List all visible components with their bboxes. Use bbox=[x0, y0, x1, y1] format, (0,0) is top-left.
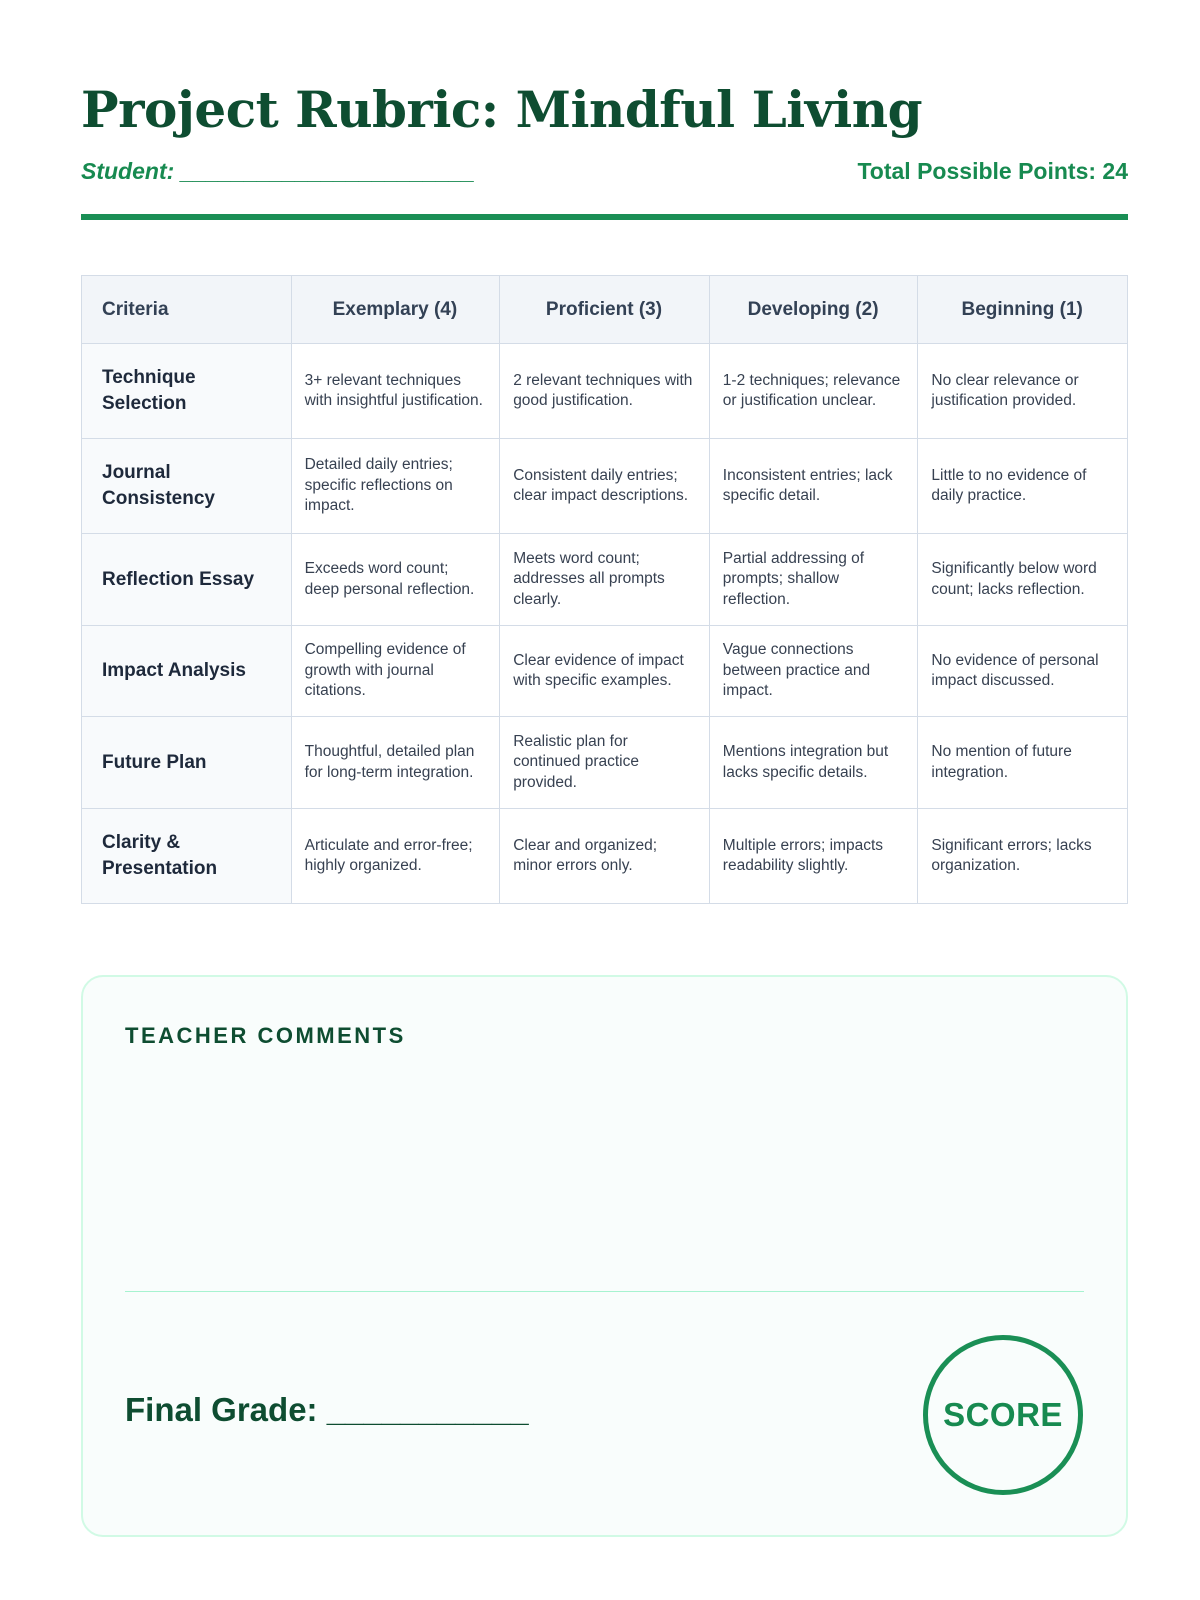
rubric-cell: Partial addressing of prompts; shallow reflection. bbox=[709, 534, 918, 626]
column-header-developing: Developing (2) bbox=[709, 276, 918, 344]
rubric-cell: No evidence of personal impact discussed. bbox=[918, 626, 1128, 717]
column-header-beginning: Beginning (1) bbox=[918, 276, 1128, 344]
rubric-cell: Significantly below word count; lacks reflection. bbox=[918, 534, 1128, 626]
rubric-cell: Meets word count; addresses all prompts clearly. bbox=[500, 534, 710, 626]
rubric-cell: Compelling evidence of growth with journal citations. bbox=[291, 626, 500, 717]
rubric-cell: 3+ relevant techniques with insightful justification. bbox=[291, 344, 500, 439]
rubric-row bbox=[82, 344, 1128, 439]
criteria-cell: Clarity & Presentation bbox=[82, 809, 292, 904]
rubric-cell: Thoughtful, detailed plan for long-term integration. bbox=[291, 717, 500, 809]
rubric-cell: Exceeds word count; deep personal reflection. bbox=[291, 534, 500, 626]
rubric-cell: 1-2 techniques; relevance or justification unclear. bbox=[709, 344, 918, 439]
rubric-cell: Realistic plan for continued practice provided. bbox=[500, 717, 710, 809]
criteria-cell: Impact Analysis bbox=[82, 626, 292, 717]
total-points: Total Possible Points: 24 bbox=[857, 158, 1128, 184]
column-header-criteria: Criteria bbox=[82, 276, 292, 344]
rubric-row bbox=[82, 717, 1128, 809]
criteria-cell: Reflection Essay bbox=[82, 534, 292, 626]
criteria-cell: Future Plan bbox=[82, 717, 292, 809]
criteria-cell: Technique Selection bbox=[82, 344, 292, 439]
header-divider bbox=[81, 214, 1128, 220]
page-title: Project Rubric: Mindful Living bbox=[81, 80, 923, 139]
rubric-cell: No mention of future integration. bbox=[918, 717, 1128, 809]
rubric-cell: Articulate and error-free; highly organized. bbox=[291, 809, 500, 904]
criteria-cell: Journal Consistency bbox=[82, 439, 292, 534]
rubric-row bbox=[82, 809, 1128, 904]
rubric-cell: 2 relevant techniques with good justification. bbox=[500, 344, 710, 439]
rubric-cell: Little to no evidence of daily practice. bbox=[918, 439, 1128, 534]
rubric-cell: Clear evidence of impact with specific examples. bbox=[500, 626, 710, 717]
rubric-table bbox=[81, 275, 1128, 904]
comments-divider bbox=[125, 1291, 1084, 1292]
rubric-cell: Consistent daily entries; clear impact descriptions. bbox=[500, 439, 710, 534]
column-header-exemplary: Exemplary (4) bbox=[291, 276, 500, 344]
column-header-proficient: Proficient (3) bbox=[500, 276, 710, 344]
student-name-line: Student: _______________________ bbox=[81, 158, 475, 184]
rubric-cell: Multiple errors; impacts readability slightly. bbox=[709, 809, 918, 904]
teacher-comments-heading: TEACHER COMMENTS bbox=[125, 1023, 406, 1048]
rubric-cell: No clear relevance or justification provided. bbox=[918, 344, 1128, 439]
rubric-header-row bbox=[82, 276, 1128, 344]
rubric-cell: Detailed daily entries; specific reflections on impact. bbox=[291, 439, 500, 534]
rubric-row bbox=[82, 439, 1128, 534]
teacher-comments-box bbox=[81, 975, 1128, 1537]
rubric-row bbox=[82, 626, 1128, 717]
score-stamp: SCORE bbox=[923, 1335, 1083, 1495]
rubric-cell: Vague connections between practice and impact. bbox=[709, 626, 918, 717]
rubric-cell: Mentions integration but lacks specific details. bbox=[709, 717, 918, 809]
rubric-cell: Significant errors; lacks organization. bbox=[918, 809, 1128, 904]
final-grade-line: Final Grade: ___________ bbox=[125, 1391, 529, 1428]
rubric-cell: Inconsistent entries; lack specific detail. bbox=[709, 439, 918, 534]
rubric-cell: Clear and organized; minor errors only. bbox=[500, 809, 710, 904]
rubric-row bbox=[82, 534, 1128, 626]
